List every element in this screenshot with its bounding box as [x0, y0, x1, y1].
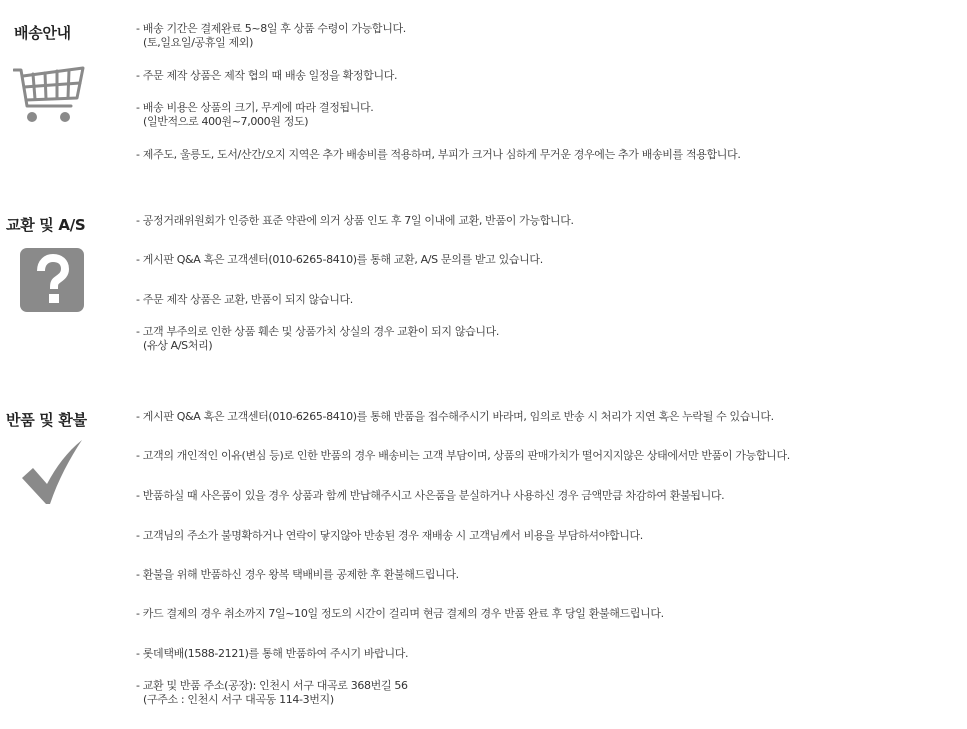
list-item: - 고객님의 주소가 불명확하거나 연락이 닿지않아 반송된 경우 재배송 시 고객님께서 비용을 부담하셔야합니다.	[136, 529, 643, 542]
list-item: - 게시판 Q&A 혹은 고객센터(010-6265-8410)를 통해 반품을 접수해주시기 바라며, 임의로 반송 시 처리가 지연 혹은 누락될 수 있습니다.	[136, 410, 774, 423]
refund-title: 반품 및 환불	[6, 411, 87, 429]
list-item: - 롯데택배(1588-2121)를 통해 반품하여 주시기 바랍니다.	[136, 647, 409, 660]
list-item: - 환불을 위해 반품하신 경우 왕복 택배비를 공제한 후 환불해드립니다.	[136, 568, 459, 581]
list-item: - 공정거래위원회가 인증한 표준 약관에 의거 상품 인도 후 7일 이내에 교환, 반품이 가능합니다.	[136, 214, 574, 227]
list-item: - 배송 기간은 결제완료 5~8일 후 상품 수령이 가능합니다. (토,일요일/공휴일 제외)	[136, 22, 406, 49]
list-item: - 고객 부주의로 인한 상품 훼손 및 상품가치 상실의 경우 교환이 되지 않습니다. (유상 A/S처리)	[136, 325, 500, 352]
list-item: - 교환 및 반품 주소(공장): 인천시 서구 대곡로 368번길 56 (구주소 : 인천시 서구 대곡동 114-3번지)	[136, 679, 408, 706]
list-item: - 반품하실 때 사은품이 있을 경우 상품과 함께 반납해주시고 사은품을 분실하거나 사용하신 경우 금액만큼 차감하여 환불됩니다.	[136, 489, 725, 502]
question-mark-icon	[20, 248, 84, 316]
list-item: - 고객의 개인적인 이유(변심 등)로 인한 반품의 경우 배송비는 고객 부담이며, 상품의 판매가치가 떨어지지않은 상태에서만 반품이 가능합니다.	[136, 449, 790, 462]
list-item: - 게시판 Q&A 혹은 고객센터(010-6265-8410)를 통해 교환, A/S 문의를 받고 있습니다.	[136, 253, 543, 266]
list-item: - 주문 제작 상품은 제작 협의 때 배송 일정을 확정합니다.	[136, 69, 398, 82]
list-item: - 주문 제작 상품은 교환, 반품이 되지 않습니다.	[136, 293, 353, 306]
exchange-title: 교환 및 A/S	[6, 216, 86, 234]
shopping-cart-icon	[13, 62, 85, 128]
shipping-title: 배송안내	[14, 24, 71, 42]
list-item: - 제주도, 울릉도, 도서/산간/오지 지역은 추가 배송비를 적용하며, 부피가 크거나 심하게 무거운 경우에는 추가 배송비를 적용합니다.	[136, 148, 741, 161]
list-item: - 배송 비용은 상품의 크기, 무게에 따라 결정됩니다. (일반적으로 400원~7,000원 정도)	[136, 101, 374, 128]
checkmark-icon	[20, 440, 84, 510]
list-item: - 카드 결제의 경우 취소까지 7일~10일 정도의 시간이 걸리며 현금 결제의 경우 반품 완료 후 당일 환불해드립니다.	[136, 607, 664, 620]
